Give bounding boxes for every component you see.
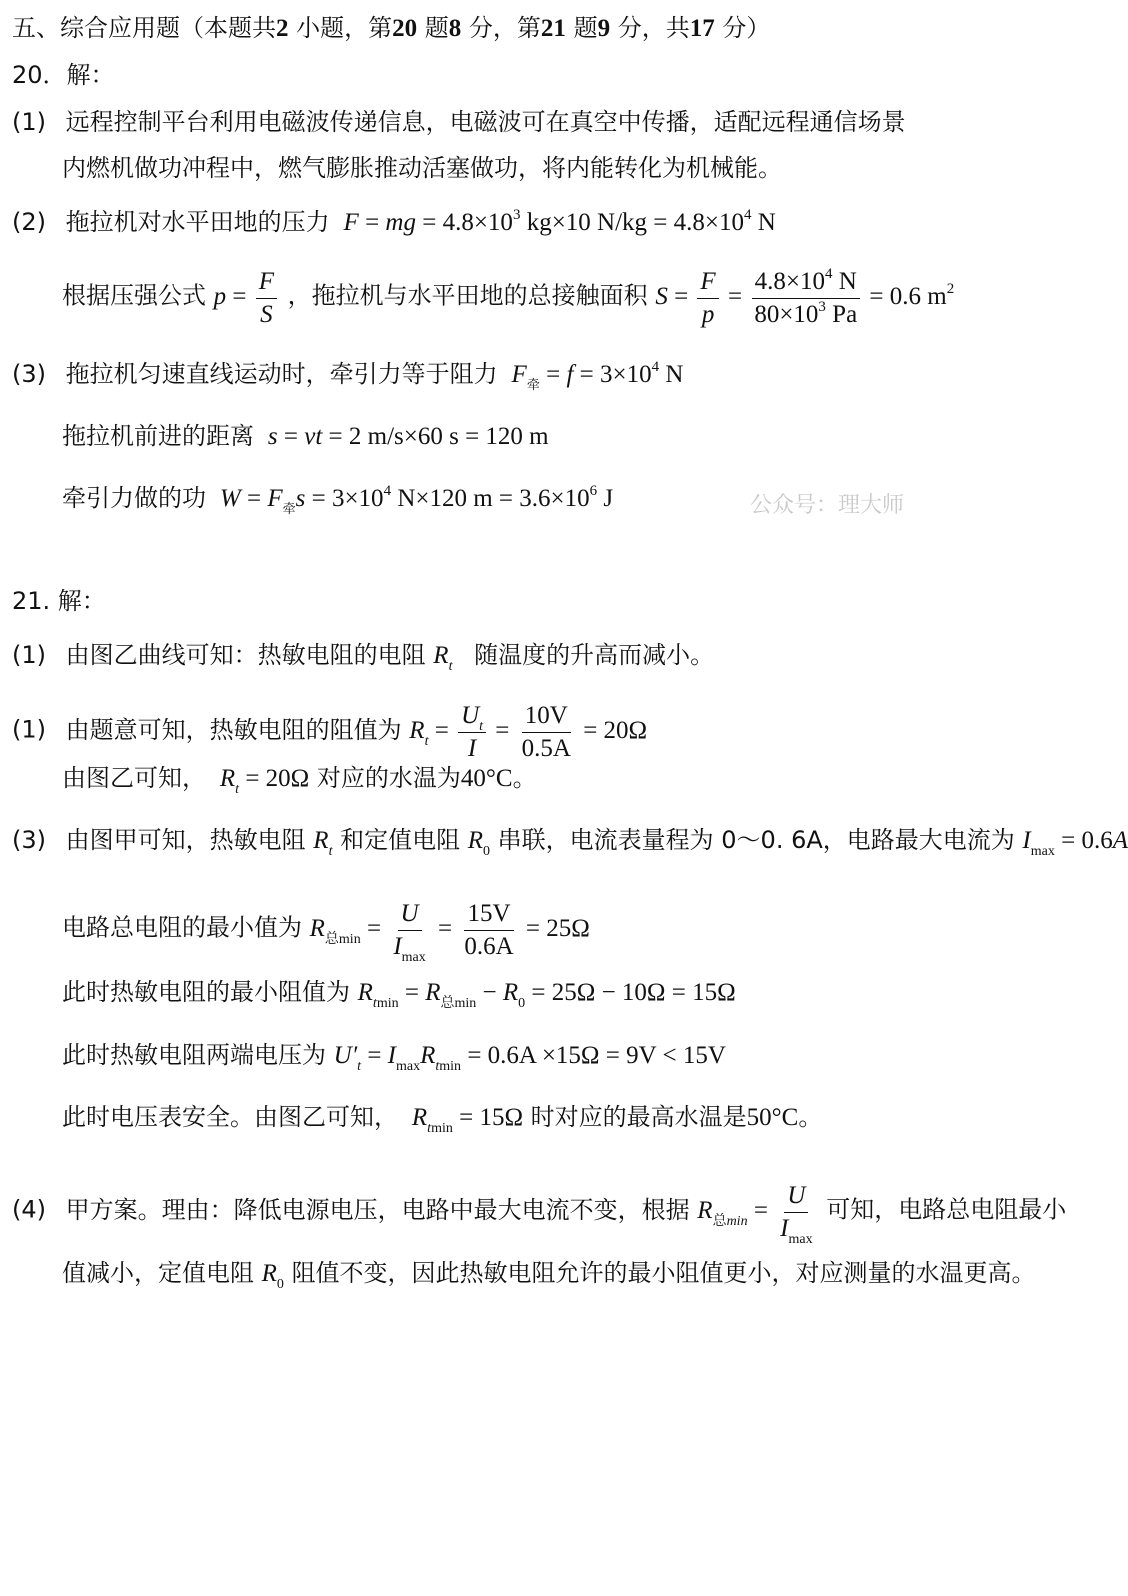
q21-part3-circuit: (3) 由图甲可知，热敏电阻 $R_t$ 和定值电阻 $R_0$ 串联，电流表量程为 0～0. 6A，电路最大电流为 $I_{max} = 0.6A$ [12, 826, 1128, 859]
contact-area-equation: S = $\frac{F}{p}$ = $\frac{4.8\times 10^4 N}{80\times 10^3 Pa}$ = 0.6 $m^2$ [655, 266, 955, 328]
min-resistance-equation: $R_{tmin} = R_{总min} - R_0 = 25\Omega - 10\Omega = 15\Omega$ [357, 979, 736, 1011]
q21-part1: (1) 由图乙曲线可知：热敏电阻的电阻 $R_t$ 随温度的升高而减小。 [12, 641, 715, 674]
resistance-equation: $R_t$ = $\frac{U_t}{I}$ = $\frac{10V}{0.5A}$ = 20Ω [409, 702, 648, 762]
section-header: 五、综合应用题（本题共2 小题，第20 题8 分，第21 题9 分，共17 分） [12, 14, 771, 42]
q21-part3-total-resistance: 电路总电阻的最小值为 $R_{总min}$ = $\frac{U}{I_{max}}$ = $\frac{15V}{0.6A}$ = 25Ω [62, 900, 590, 965]
q20-part3-distance: 拖拉机前进的距离 s = vt = 2 m/s×60 s = 120 m [62, 422, 549, 450]
q21-part2-resistance: (1) 由题意可知，热敏电阻的阻值为 $R_t$ = $\frac{U_t}{I}$ = $\frac{10V}{0.5A}$ = 20Ω [12, 702, 648, 762]
q20-part1-line2: 内燃机做功冲程中，燃气膨胀推动活塞做功，将内能转化为机械能。 [62, 154, 782, 182]
q21-part4-line1: (4) 甲方案。理由：降低电源电压，电路中最大电流不变，根据 $R_{总min}$ = $\frac{U}{I_{max}}$ 可知，电路总电阻最小 [12, 1182, 1067, 1247]
q20-part2-force: (2) 拖拉机对水平田地的压力 F = mg = $4.8\times 10^3$ kg×10 $N/kg = 4.8\times 10^4$ N [12, 207, 776, 236]
q21-part3-voltage: 此时热敏电阻两端电压为 $U'_t = I_{max}R_{tmin} = 0.6A \times 15\Omega = 9V < 15V$ [62, 1041, 726, 1074]
q20-part1-line1: (1) 远程控制平台利用电磁波传递信息，电磁波可在真空中传播，适配远程通信场景 [12, 108, 906, 136]
q20-part3-traction: (3) 拖拉机匀速直线运动时，牵引力等于阻力 $F_牵 = f = 3\times 10^4$ N [12, 359, 684, 393]
q21-heading: 21. 解： [12, 587, 106, 615]
q21-part4-line2: 值减小，定值电阻 $R_0$ 阻值不变，因此热敏电阻允许的最小阻值更小，对应测量的水温更高。 [62, 1259, 1036, 1292]
pressure-force-equation: F = mg = $4.8\times 10^3$ kg×10 $N/kg = 4.8\times 10^4$ N [343, 207, 776, 236]
q21-part3-max-temp: 此时电压表安全。由图乙可知， $R_{tmin} = 15\Omega$ 时对应的最高水温是50°C。 [62, 1103, 823, 1136]
voltage-equation: $U'_t = I_{max}R_{tmin} = 0.6A \times 15\Omega = 9V < 15V$ [333, 1042, 726, 1074]
q20-heading: 20．解： [12, 61, 115, 89]
watermark: 公众号：理大师 [750, 493, 905, 518]
total-resistance-equation: $R_{总min}$ = $\frac{U}{I_{max}}$ = $\frac{15V}{0.6A}$ = 25Ω [309, 900, 590, 965]
pressure-formula: p = $\frac{F}{S}$ [214, 283, 280, 310]
q21-part3-min-resistance: 此时热敏电阻的最小阻值为 $R_{tmin} = R_{总min} - R_0 = 25\Omega - 10\Omega = 15\Omega$ [62, 978, 736, 1011]
distance-equation: s = vt = 2 m/s×60 s = 120 m [267, 423, 549, 450]
work-equation: $W = F_牵s = 3\times 10^4$ N×120 $m = 3.6\times 10^6$ J [219, 483, 614, 517]
q20-part2-area: 根据压强公式 p = $\frac{F}{S}$ ，拖拉机与水平田地的总接触面积 S = $\frac{F}{p}$ = $\frac{4.8\times 10^4 N}{80\times 10^3 Pa}$ = 0.6 $m^2$ [62, 266, 955, 328]
traction-equation: $F_牵 = f = 3\times 10^4$ N [511, 359, 684, 393]
q21-part2-temp: 由图乙可知， $R_t = 20\Omega$ 对应的水温为40°C。 [62, 764, 537, 797]
q20-part3-work: 牵引力做的功 $W = F_牵s = 3\times 10^4$ N×120 $m = 3.6\times 10^6$ J [62, 483, 614, 517]
